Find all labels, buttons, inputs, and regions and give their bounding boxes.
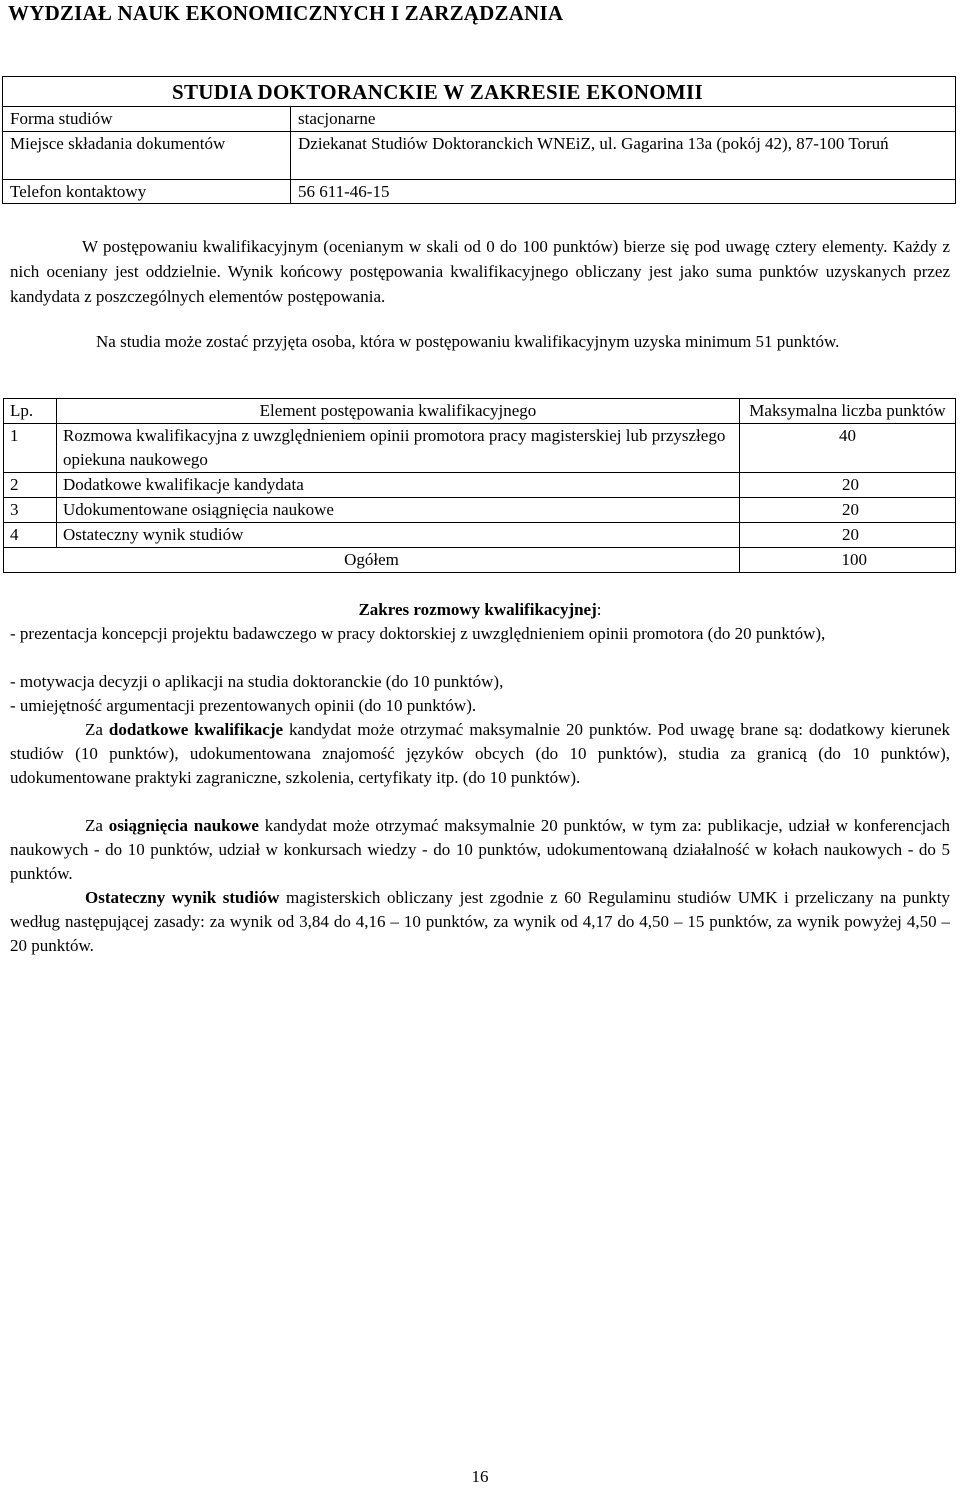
section-text: kandydat może otrzymać maksymalnie 20 punktów. Pod uwagę brane są: dodatkowy kierunek studiów (10 punktów), udokumentowana znajomość języków obcych (do 10 punktów), studia za granicą (do 10 punktów), udokumentowane praktyki zagraniczne, szkolenia, certyfikaty itp. (do 10 punktów). (10, 720, 950, 787)
row-lp: 3 (4, 498, 57, 523)
row-lp: 1 (4, 424, 57, 473)
row-element: Dodatkowe kwalifikacje kandydata (57, 473, 740, 498)
header-points: Maksymalna liczba punktów (740, 399, 956, 424)
info-value-phone: 56 611-46-15 (298, 182, 390, 201)
additional-qualifications-paragraph (10, 718, 950, 790)
row-points: 40 (740, 424, 956, 473)
info-value-submission-place: Dziekanat Studiów Doktoranckich WNEiZ, ul. Gagarina 13a (pokój 42), 87-100 Toruń (298, 134, 889, 153)
row-element: Rozmowa kwalifikacyjna z uwzględnieniem opinii promotora pracy magisterskiej lub przyszłego opiekuna naukowego (57, 424, 740, 473)
section-prefix: Za (85, 816, 109, 835)
row-lp: 2 (4, 473, 57, 498)
faculty-title: WYDZIAŁ NAUK EKONOMICZNYCH I ZARZĄDZANIA (8, 1, 564, 25)
row-points: 20 (740, 473, 956, 498)
table-row (4, 523, 956, 548)
row-lp: 4 (4, 523, 57, 548)
total-points: 100 (740, 548, 956, 573)
intro-paragraph: W postępowaniu kwalifikacyjnym (ocenianym w skali od 0 do 100 punktów) bierze się pod uwagę cztery elementy. Każdy z nich oceniany jest oddzielnie. Wynik końcowy postępowania kwalifikacyjnego obliczany jest jako suma punktów uzyskanych przez kandydata z poszczególnych elementów postępowania. (10, 237, 950, 306)
section-bold-term: osiągnięcia naukowe (108, 816, 259, 835)
interview-title-suffix: : (596, 600, 602, 619)
section-bold-term: dodatkowe kwalifikacje (108, 720, 284, 739)
interview-item: - prezentacja koncepcji projektu badawczego w pracy doktorskiej z uwzględnieniem opinii promotora (do 20 punktów), (10, 624, 826, 643)
scoring-table (3, 398, 956, 573)
row-points: 20 (740, 498, 956, 523)
table-row (4, 473, 956, 498)
minimum-paragraph: Na studia może zostać przyjęta osoba, która w postępowaniu kwalifikacyjnym uzyska minimum 51 punktów. (96, 332, 840, 351)
interview-item: - motywacja decyzji o aplikacji na studia doktoranckie (do 10 punktów), (10, 672, 504, 691)
table-row (4, 424, 956, 473)
table-total-row (4, 548, 956, 573)
section-text: kandydat może otrzymać maksymalnie 20 punktów, w tym za: publikacje, udział w konferencjach naukowych - do 10 punktów, udział w konkursach wiedzy - do 10 punktów, udokumentowaną działalność w kołach naukowych - do 5 punktów. (10, 816, 950, 883)
header-element: Element postępowania kwalifikacyjnego (57, 399, 740, 424)
section-text: magisterskich obliczany jest zgodnie z 60 Regulaminu studiów UMK i przeliczany na punkty według następującej zasady: za wynik od 3,84 do 4,16 – 10 punktów, za wynik od 4,17 do 4,50 – 15 punktów, za wynik powyżej 4,50 – 20 punktów. (10, 888, 950, 955)
interview-title: Zakres rozmowy kwalifikacyjnej (358, 600, 597, 619)
info-label-study-form: Forma studiów (10, 109, 113, 128)
final-result-paragraph (10, 886, 950, 958)
header-lp: Lp. (4, 399, 57, 424)
section-prefix: Za (85, 720, 109, 739)
page-number: 16 (471, 1467, 489, 1486)
interview-item: - umiejętność argumentacji prezentowanych opinii (do 10 punktów). (10, 696, 477, 715)
program-title: STUDIA DOKTORANCKIE W ZAKRESIE EKONOMII (172, 80, 703, 104)
row-element: Udokumentowane osiągnięcia naukowe (57, 498, 740, 523)
info-value-study-form: stacjonarne (298, 109, 376, 128)
scientific-achievements-paragraph (10, 814, 950, 886)
info-column-divider (290, 106, 291, 204)
table-row (4, 498, 956, 523)
row-element: Ostateczny wynik studiów (57, 523, 740, 548)
section-bold-term: Ostateczny wynik studiów (85, 888, 280, 907)
info-label-phone: Telefon kontaktowy (10, 182, 147, 201)
table-header-row (4, 399, 956, 424)
row-points: 20 (740, 523, 956, 548)
interview-heading (10, 598, 950, 622)
total-label: Ogółem (4, 548, 740, 573)
info-label-submission-place: Miejsce składania dokumentów (10, 134, 226, 153)
